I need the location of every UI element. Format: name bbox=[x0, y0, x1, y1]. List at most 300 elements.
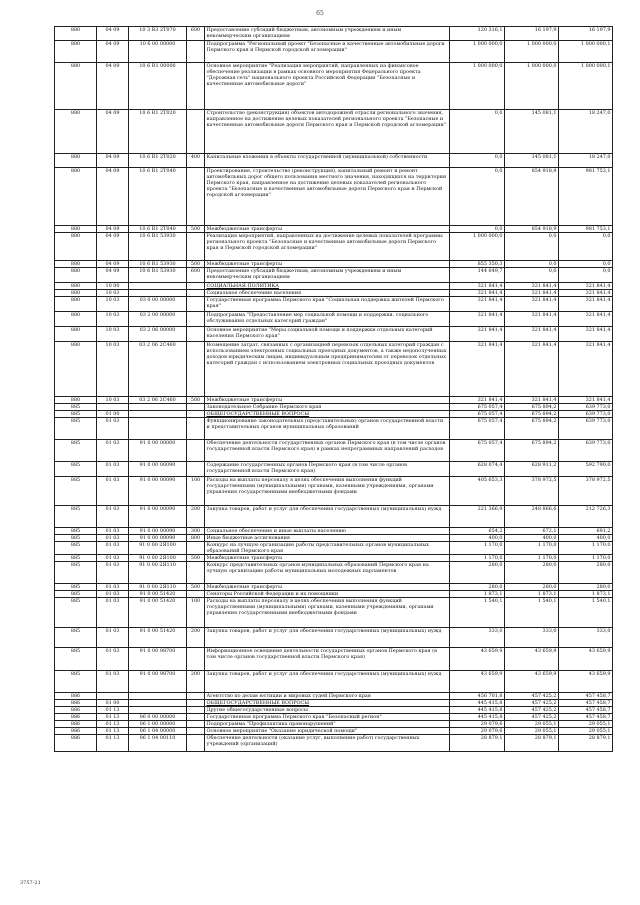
target-code-cell: 10 6 00 00000 bbox=[129, 41, 187, 63]
document-footer-code: 3757-21 bbox=[20, 880, 41, 886]
target-code-cell: 91 0 00 2Я100 bbox=[129, 542, 187, 555]
expense-type-code-cell bbox=[187, 440, 205, 462]
description-cell: Строительство (реконструкция) объектов автодорожной отрасли регионального значения, направленное на достижение целевых показателей регионального проекта "Безопасные и качественные автомобильные дороги Пермского края и Пермской городской агломерации" bbox=[205, 110, 450, 154]
table-row bbox=[55, 327, 613, 342]
description-cell: Закупка товаров, работ и услуг для обеспечения государственных (муниципальных) нужд bbox=[205, 671, 450, 693]
description-cell: Возмещение затрат, связанных с организацией перевозок отдельных категорий граждан с использованием электронных социальных проездных документов, а также недополученных доходов юридическим лицам, индивидуальным предпринимателям от перевозок отдельных категорий граждан с использованием электронных социальных проездных документов bbox=[205, 342, 450, 397]
amount-year-3-cell: 639 773,0 bbox=[559, 418, 613, 440]
description-cell: Функционирование законодательных (представительных) органов государственной власти и представительных органов муниципальных образований bbox=[205, 418, 450, 440]
expense-type-code-cell bbox=[187, 411, 205, 418]
section-code-cell: 01 03 bbox=[97, 648, 129, 671]
description-cell: Расходы на выплаты персоналу в целях обеспечения выполнения функций государственными (муниципальными) органами, казенными учреждениями, органами управления государственными внебюджетными фондами bbox=[205, 477, 450, 506]
description-cell: Проектирование, строительство (реконструкция), капитальный ремонт и ремонт автомобильных дорог общего пользования местного значения, находящихся на территории Пермского края, направленное на достижение целевых показателей регионального проекта "Безопасные и качественные автомобильные дороги Пермского края и Пермской городской агломерации" bbox=[205, 168, 450, 226]
description-cell: Социальное обеспечение населения bbox=[205, 290, 450, 297]
amount-year-2-cell: 145 081,1 bbox=[505, 110, 559, 154]
target-code-cell: 91 0 00 51420 bbox=[129, 628, 187, 648]
table-row bbox=[55, 628, 613, 648]
amount-year-1-cell: 43 659,9 bbox=[450, 671, 505, 693]
admin-code-cell: 880 bbox=[55, 168, 97, 226]
description-cell: Межбюджетные трансферты bbox=[205, 397, 450, 404]
table-row bbox=[55, 226, 613, 233]
admin-code-cell: 886 bbox=[55, 714, 97, 721]
amount-year-1-cell: 1 873,1 bbox=[450, 591, 505, 598]
amount-year-3-cell: 333,0 bbox=[559, 628, 613, 648]
amount-year-3-cell: 43 659,9 bbox=[559, 671, 613, 693]
admin-code-cell: 885 bbox=[55, 462, 97, 477]
description-cell: Предоставление субсидий бюджетным, автономным учреждениям и иным некоммерческим организациям bbox=[205, 27, 450, 41]
target-code-cell bbox=[129, 707, 187, 714]
table-row bbox=[55, 535, 613, 542]
amount-year-2-cell: 457 425,2 bbox=[505, 700, 559, 707]
amount-year-1-cell: 675 057,4 bbox=[450, 440, 505, 462]
target-code-cell: 91 0 00 00090 bbox=[129, 535, 187, 542]
expense-type-code-cell bbox=[187, 283, 205, 290]
amount-year-1-cell: 675 057,4 bbox=[450, 418, 505, 440]
amount-year-2-cell: 28 879,1 bbox=[505, 735, 559, 752]
description-cell: СОЦИАЛЬНАЯ ПОЛИТИКА bbox=[205, 283, 450, 290]
table-row bbox=[55, 735, 613, 752]
admin-code-cell: 880 bbox=[55, 261, 97, 268]
amount-year-2-cell: 0,0 bbox=[505, 268, 559, 283]
target-code-cell: 03 0 00 00000 bbox=[129, 297, 187, 312]
expense-type-code-cell: 500 bbox=[187, 555, 205, 562]
amount-year-3-cell: 981 753,1 bbox=[559, 226, 613, 233]
description-cell: Закупка товаров, работ и услуг для обеспечения государственных (муниципальных) нужд bbox=[205, 506, 450, 528]
table-row bbox=[55, 721, 613, 728]
admin-code-cell: 885 bbox=[55, 628, 97, 648]
expense-type-code-cell bbox=[187, 63, 205, 110]
admin-code-cell: 880 bbox=[55, 63, 97, 110]
description-cell: Иные бюджетные ассигнования bbox=[205, 535, 450, 542]
expense-type-code-cell bbox=[187, 41, 205, 63]
admin-code-cell: 885 bbox=[55, 648, 97, 671]
target-code-cell: 91 0 00 2Я110 bbox=[129, 562, 187, 584]
amount-year-1-cell: 43 659,9 bbox=[450, 648, 505, 671]
table-row bbox=[55, 312, 613, 327]
expense-type-code-cell bbox=[187, 542, 205, 555]
amount-year-1-cell: 1 000 000,0 bbox=[450, 233, 505, 261]
amount-year-3-cell: 321 841,4 bbox=[559, 327, 613, 342]
target-code-cell: 91 0 00 98700 bbox=[129, 648, 187, 671]
admin-code-cell: 885 bbox=[55, 598, 97, 628]
amount-year-3-cell: 321 841,4 bbox=[559, 397, 613, 404]
admin-code-cell: 886 bbox=[55, 707, 97, 714]
table-row bbox=[55, 297, 613, 312]
target-code-cell bbox=[129, 283, 187, 290]
admin-code-cell: 880 bbox=[55, 226, 97, 233]
amount-year-3-cell: 321 841,4 bbox=[559, 297, 613, 312]
amount-year-2-cell: 457 425,2 bbox=[505, 714, 559, 721]
expense-type-code-cell bbox=[187, 721, 205, 728]
table-row bbox=[55, 63, 613, 110]
section-code-cell: 10 03 bbox=[97, 312, 129, 327]
amount-year-1-cell: 321 841,4 bbox=[450, 290, 505, 297]
expense-type-code-cell bbox=[187, 700, 205, 707]
description-cell: Другие общегосударственные вопросы bbox=[205, 707, 450, 714]
target-code-cell: 91 0 00 00090 bbox=[129, 528, 187, 535]
admin-code-cell: 885 bbox=[55, 528, 97, 535]
amount-year-1-cell: 1 170,0 bbox=[450, 542, 505, 555]
expense-type-code-cell bbox=[187, 312, 205, 327]
admin-code-cell: 885 bbox=[55, 584, 97, 591]
amount-year-3-cell: 321 841,4 bbox=[559, 312, 613, 327]
description-cell: Межбюджетные трансферты bbox=[205, 261, 450, 268]
expense-type-code-cell bbox=[187, 462, 205, 477]
amount-year-3-cell: 639 773,0 bbox=[559, 404, 613, 411]
description-cell: Основное мероприятие "Реализация мероприятий, направленных на финансовое обеспечение реализации в рамках основного мероприятия Федерального проекта "Дорожная сеть" национального проекта Российской Федерации "Безопасные и качественные автомобильные дороги" bbox=[205, 63, 450, 110]
section-code-cell: 01 03 bbox=[97, 598, 129, 628]
expense-type-code-cell bbox=[187, 110, 205, 154]
admin-code-cell: 880 bbox=[55, 342, 97, 397]
description-cell: Капитальные вложения в объекты государственной (муниципальной) собственности bbox=[205, 154, 450, 168]
target-code-cell: 91 0 00 51420 bbox=[129, 591, 187, 598]
section-code-cell: 01 13 bbox=[97, 735, 129, 752]
admin-code-cell: 880 bbox=[55, 154, 97, 168]
amount-year-1-cell: 675 057,4 bbox=[450, 404, 505, 411]
amount-year-3-cell: 321 841,4 bbox=[559, 290, 613, 297]
target-code-cell: 03 2 00 00000 bbox=[129, 312, 187, 327]
section-code-cell: 01 03 bbox=[97, 584, 129, 591]
section-code-cell: 04 09 bbox=[97, 27, 129, 41]
expense-type-code-cell: 100 bbox=[187, 598, 205, 628]
section-code-cell: 10 00 bbox=[97, 283, 129, 290]
table-row bbox=[55, 261, 613, 268]
expense-type-code-cell bbox=[187, 233, 205, 261]
amount-year-3-cell: 321 841,4 bbox=[559, 342, 613, 397]
target-code-cell: 91 0 00 2Я100 bbox=[129, 555, 187, 562]
expense-type-code-cell: 200 bbox=[187, 628, 205, 648]
expense-type-code-cell: 400 bbox=[187, 154, 205, 168]
expense-type-code-cell: 800 bbox=[187, 535, 205, 542]
section-code-cell: 01 03 bbox=[97, 555, 129, 562]
amount-year-1-cell: 0,0 bbox=[450, 168, 505, 226]
amount-year-3-cell: 0,0 bbox=[559, 268, 613, 283]
amount-year-1-cell: 675 057,4 bbox=[450, 411, 505, 418]
amount-year-2-cell: 1 873,1 bbox=[505, 591, 559, 598]
target-code-cell: 10 6 R1 2Т020 bbox=[129, 110, 187, 154]
target-code-cell: 10 6 R1 2Т040 bbox=[129, 226, 187, 233]
amount-year-1-cell: 654,2 bbox=[450, 528, 505, 535]
admin-code-cell: 885 bbox=[55, 671, 97, 693]
description-cell: Подпрограмма "Предоставление мер социальной помощи и поддержки, социального обслуживания отдельных категорий граждан" bbox=[205, 312, 450, 327]
amount-year-3-cell: 1 000 000,1 bbox=[559, 63, 613, 110]
amount-year-2-cell: 29 055,1 bbox=[505, 721, 559, 728]
description-cell: Агентство по делам юстиции и мировых судей Пермского края bbox=[205, 693, 450, 700]
expense-type-code-cell: 500 bbox=[187, 226, 205, 233]
table-row bbox=[55, 411, 613, 418]
section-code-cell: 04 09 bbox=[97, 261, 129, 268]
target-code-cell bbox=[129, 290, 187, 297]
expense-type-code-cell: 200 bbox=[187, 671, 205, 693]
target-code-cell bbox=[129, 404, 187, 411]
target-code-cell: 91 0 00 00000 bbox=[129, 440, 187, 462]
admin-code-cell: 880 bbox=[55, 110, 97, 154]
expense-type-code-cell bbox=[187, 290, 205, 297]
admin-code-cell: 885 bbox=[55, 506, 97, 528]
section-code-cell: 01 03 bbox=[97, 418, 129, 440]
amount-year-3-cell: 457 458,7 bbox=[559, 714, 613, 721]
admin-code-cell: 886 bbox=[55, 721, 97, 728]
target-code-cell: 06 1 04 00000 bbox=[129, 728, 187, 735]
table-row bbox=[55, 506, 613, 528]
amount-year-3-cell: 280,0 bbox=[559, 584, 613, 591]
target-code-cell: 91 0 00 98700 bbox=[129, 671, 187, 693]
amount-year-3-cell: 29 055,1 bbox=[559, 728, 613, 735]
admin-code-cell: 880 bbox=[55, 312, 97, 327]
table-row bbox=[55, 397, 613, 404]
admin-code-cell: 880 bbox=[55, 268, 97, 283]
section-code-cell: 01 03 bbox=[97, 591, 129, 598]
admin-code-cell: 880 bbox=[55, 27, 97, 41]
expense-type-code-cell: 500 bbox=[187, 397, 205, 404]
section-code-cell: 01 03 bbox=[97, 506, 129, 528]
amount-year-2-cell: 43 659,9 bbox=[505, 671, 559, 693]
section-code-cell: 01 03 bbox=[97, 628, 129, 648]
amount-year-1-cell: 321 841,4 bbox=[450, 283, 505, 290]
description-cell: Межбюджетные трансферты bbox=[205, 226, 450, 233]
description-cell: ОБЩЕГОСУДАРСТВЕННЫЕ ВОПРОСЫ bbox=[205, 411, 450, 418]
table-row bbox=[55, 693, 613, 700]
table-row bbox=[55, 728, 613, 735]
target-code-cell: 10 6 R1 53930 bbox=[129, 268, 187, 283]
admin-code-cell: 885 bbox=[55, 562, 97, 584]
description-cell: Обеспечение деятельности государственных органов Пермского края (в том числе органов государственной власти Пермского края) в рамках непрограммных направлений расходов bbox=[205, 440, 450, 462]
amount-year-2-cell: 1 170,0 bbox=[505, 555, 559, 562]
expense-type-code-cell bbox=[187, 562, 205, 584]
amount-year-2-cell: 672,1 bbox=[505, 528, 559, 535]
admin-code-cell: 880 bbox=[55, 297, 97, 312]
expense-type-code-cell bbox=[187, 327, 205, 342]
target-code-cell: 06 1 00 00000 bbox=[129, 721, 187, 728]
table-row bbox=[55, 268, 613, 283]
amount-year-1-cell: 29 079,6 bbox=[450, 728, 505, 735]
section-code-cell: 04 09 bbox=[97, 233, 129, 261]
amount-year-2-cell: 280,0 bbox=[505, 584, 559, 591]
amount-year-3-cell: 43 659,9 bbox=[559, 648, 613, 671]
table-row bbox=[55, 154, 613, 168]
amount-year-3-cell: 981 753,1 bbox=[559, 168, 613, 226]
table-row bbox=[55, 528, 613, 535]
section-code-cell: 01 13 bbox=[97, 714, 129, 721]
amount-year-3-cell: 457 458,7 bbox=[559, 707, 613, 714]
table-row bbox=[55, 591, 613, 598]
section-code-cell: 04 09 bbox=[97, 168, 129, 226]
amount-year-3-cell: 212 726,3 bbox=[559, 506, 613, 528]
section-code-cell: 10 03 bbox=[97, 327, 129, 342]
section-code-cell: 01 03 bbox=[97, 562, 129, 584]
amount-year-3-cell: 1 170,0 bbox=[559, 555, 613, 562]
amount-year-2-cell: 378 972,5 bbox=[505, 477, 559, 506]
amount-year-1-cell: 400,0 bbox=[450, 535, 505, 542]
target-code-cell: 03 2 06 2С460 bbox=[129, 342, 187, 397]
admin-code-cell: 880 bbox=[55, 233, 97, 261]
amount-year-3-cell: 1 873,1 bbox=[559, 591, 613, 598]
amount-year-2-cell: 321 841,4 bbox=[505, 297, 559, 312]
section-code-cell: 04 09 bbox=[97, 154, 129, 168]
amount-year-3-cell: 639 773,0 bbox=[559, 411, 613, 418]
amount-year-1-cell: 28 879,1 bbox=[450, 735, 505, 752]
amount-year-3-cell: 16 197,9 bbox=[559, 27, 613, 41]
expense-type-code-cell bbox=[187, 707, 205, 714]
section-code-cell: 04 09 bbox=[97, 41, 129, 63]
expense-type-code-cell bbox=[187, 728, 205, 735]
amount-year-3-cell: 457 458,7 bbox=[559, 700, 613, 707]
target-code-cell: 03 2 06 2С460 bbox=[129, 397, 187, 404]
table-row bbox=[55, 110, 613, 154]
table-row bbox=[55, 41, 613, 63]
amount-year-3-cell: 321 841,4 bbox=[559, 283, 613, 290]
admin-code-cell: 886 bbox=[55, 700, 97, 707]
amount-year-1-cell: 628 074,4 bbox=[450, 462, 505, 477]
section-code-cell: 10 03 bbox=[97, 297, 129, 312]
amount-year-2-cell: 321 841,4 bbox=[505, 397, 559, 404]
target-code-cell: 06 1 04 00110 bbox=[129, 735, 187, 752]
description-cell: Подпрограмма "Профилактика правонарушений" bbox=[205, 721, 450, 728]
amount-year-1-cell: 1 000 000,0 bbox=[450, 41, 505, 63]
table-row bbox=[55, 440, 613, 462]
section-code-cell: 04 09 bbox=[97, 226, 129, 233]
amount-year-2-cell: 16 197,9 bbox=[505, 27, 559, 41]
table-row bbox=[55, 648, 613, 671]
amount-year-2-cell: 43 659,9 bbox=[505, 648, 559, 671]
description-cell: Межбюджетные трансферты bbox=[205, 555, 450, 562]
budget-table bbox=[54, 26, 613, 752]
amount-year-2-cell: 321 841,4 bbox=[505, 342, 559, 397]
amount-year-1-cell: 144 649,7 bbox=[450, 268, 505, 283]
target-code-cell: 91 0 00 00090 bbox=[129, 462, 187, 477]
amount-year-2-cell: 675 894,2 bbox=[505, 418, 559, 440]
target-code-cell: 91 0 00 2Я110 bbox=[129, 584, 187, 591]
admin-code-cell: 880 bbox=[55, 41, 97, 63]
section-code-cell: 01 13 bbox=[97, 707, 129, 714]
section-code-cell: 01 03 bbox=[97, 462, 129, 477]
admin-code-cell: 885 bbox=[55, 542, 97, 555]
admin-code-cell: 885 bbox=[55, 404, 97, 411]
amount-year-3-cell: 400,0 bbox=[559, 535, 613, 542]
amount-year-3-cell: 691,2 bbox=[559, 528, 613, 535]
section-code-cell: 10 03 bbox=[97, 342, 129, 397]
expense-type-code-cell bbox=[187, 418, 205, 440]
target-code-cell: 91 0 00 00090 bbox=[129, 506, 187, 528]
expense-type-code-cell bbox=[187, 648, 205, 671]
section-code-cell bbox=[97, 693, 129, 700]
amount-year-2-cell: 321 841,4 bbox=[505, 283, 559, 290]
target-code-cell: 10 6 R1 53930 bbox=[129, 261, 187, 268]
target-code-cell: 10 6 R1 2Т040 bbox=[129, 168, 187, 226]
amount-year-1-cell: 333,0 bbox=[450, 628, 505, 648]
table-row bbox=[55, 477, 613, 506]
amount-year-1-cell: 0,0 bbox=[450, 226, 505, 233]
description-cell: Предоставление субсидий бюджетным, автономным учреждениям и иным некоммерческим организациям bbox=[205, 268, 450, 283]
amount-year-1-cell: 321 841,4 bbox=[450, 312, 505, 327]
admin-code-cell: 880 bbox=[55, 283, 97, 290]
section-code-cell: 01 13 bbox=[97, 721, 129, 728]
amount-year-1-cell: 855 350,3 bbox=[450, 261, 505, 268]
table-row bbox=[55, 714, 613, 721]
target-code-cell bbox=[129, 411, 187, 418]
amount-year-1-cell: 280,0 bbox=[450, 584, 505, 591]
table-row bbox=[55, 283, 613, 290]
admin-code-cell: 885 bbox=[55, 535, 97, 542]
amount-year-3-cell: 1 170,0 bbox=[559, 542, 613, 555]
target-code-cell: 91 0 00 00090 bbox=[129, 477, 187, 506]
amount-year-2-cell: 321 841,4 bbox=[505, 290, 559, 297]
target-code-cell: 06 0 00 00000 bbox=[129, 714, 187, 721]
amount-year-1-cell: 445 415,8 bbox=[450, 700, 505, 707]
table-row bbox=[55, 168, 613, 226]
table-row bbox=[55, 27, 613, 41]
section-code-cell: 01 03 bbox=[97, 440, 129, 462]
table-row bbox=[55, 700, 613, 707]
table-row bbox=[55, 404, 613, 411]
amount-year-3-cell: 1 540,1 bbox=[559, 598, 613, 628]
section-code-cell bbox=[97, 404, 129, 411]
amount-year-3-cell: 0,0 bbox=[559, 233, 613, 261]
description-cell: Законодательное Собрание Пермского края bbox=[205, 404, 450, 411]
amount-year-2-cell: 29 055,1 bbox=[505, 728, 559, 735]
amount-year-3-cell: 0,0 bbox=[559, 261, 613, 268]
description-cell: Сенаторы Российской Федерации и их помощники bbox=[205, 591, 450, 598]
amount-year-3-cell: 1 000 000,1 bbox=[559, 41, 613, 63]
description-cell: Государственная программа Пермского края "Социальная поддержка жителей Пермского края" bbox=[205, 297, 450, 312]
description-cell: Информационное освещение деятельности государственных органов Пермского края (в том числе органов государственной власти Пермского края) bbox=[205, 648, 450, 671]
amount-year-3-cell: 639 773,0 bbox=[559, 440, 613, 462]
expense-type-code-cell bbox=[187, 297, 205, 312]
description-cell: Расходы на выплаты персоналу в целях обеспечения выполнения функций государственными (муниципальными) органами, казенными учреждениями, органами управления государственными внебюджетными фондами bbox=[205, 598, 450, 628]
amount-year-1-cell: 321 841,4 bbox=[450, 397, 505, 404]
amount-year-2-cell: 1 000 000,0 bbox=[505, 41, 559, 63]
amount-year-3-cell: 28 879,1 bbox=[559, 735, 613, 752]
table-body bbox=[55, 27, 613, 752]
amount-year-2-cell: 675 894,2 bbox=[505, 411, 559, 418]
amount-year-1-cell: 221 366,9 bbox=[450, 506, 505, 528]
description-cell: Межбюджетные трансферты bbox=[205, 584, 450, 591]
target-code-cell bbox=[129, 693, 187, 700]
table-row bbox=[55, 290, 613, 297]
amount-year-2-cell: 457 425,2 bbox=[505, 693, 559, 700]
expense-type-code-cell bbox=[187, 693, 205, 700]
amount-year-3-cell: 592 790,0 bbox=[559, 462, 613, 477]
section-code-cell: 01 03 bbox=[97, 542, 129, 555]
amount-year-2-cell: 321 841,4 bbox=[505, 312, 559, 327]
amount-year-1-cell: 456 701,8 bbox=[450, 693, 505, 700]
target-code-cell: 10 3 R3 2Т070 bbox=[129, 27, 187, 41]
section-code-cell: 01 03 bbox=[97, 477, 129, 506]
amount-year-1-cell: 1 000 000,0 bbox=[450, 63, 505, 110]
amount-year-1-cell: 405 653,3 bbox=[450, 477, 505, 506]
expense-type-code-cell bbox=[187, 168, 205, 226]
target-code-cell: 03 2 06 00000 bbox=[129, 327, 187, 342]
expense-type-code-cell bbox=[187, 342, 205, 397]
table-row bbox=[55, 462, 613, 477]
amount-year-2-cell: 248 866,6 bbox=[505, 506, 559, 528]
amount-year-3-cell: 18 247,0 bbox=[559, 110, 613, 154]
expense-type-code-cell bbox=[187, 735, 205, 752]
admin-code-cell: 880 bbox=[55, 290, 97, 297]
table-row bbox=[55, 418, 613, 440]
expense-type-code-cell bbox=[187, 404, 205, 411]
amount-year-2-cell: 0,0 bbox=[505, 233, 559, 261]
amount-year-1-cell: 445 415,8 bbox=[450, 707, 505, 714]
expense-type-code-cell: 600 bbox=[187, 268, 205, 283]
section-code-cell: 01 03 bbox=[97, 671, 129, 693]
description-cell: Социальное обеспечение и иные выплаты населению bbox=[205, 528, 450, 535]
target-code-cell bbox=[129, 700, 187, 707]
amount-year-2-cell: 1 540,1 bbox=[505, 598, 559, 628]
section-code-cell: 01 00 bbox=[97, 411, 129, 418]
expense-type-code-cell bbox=[187, 591, 205, 598]
amount-year-2-cell: 854 918,9 bbox=[505, 168, 559, 226]
